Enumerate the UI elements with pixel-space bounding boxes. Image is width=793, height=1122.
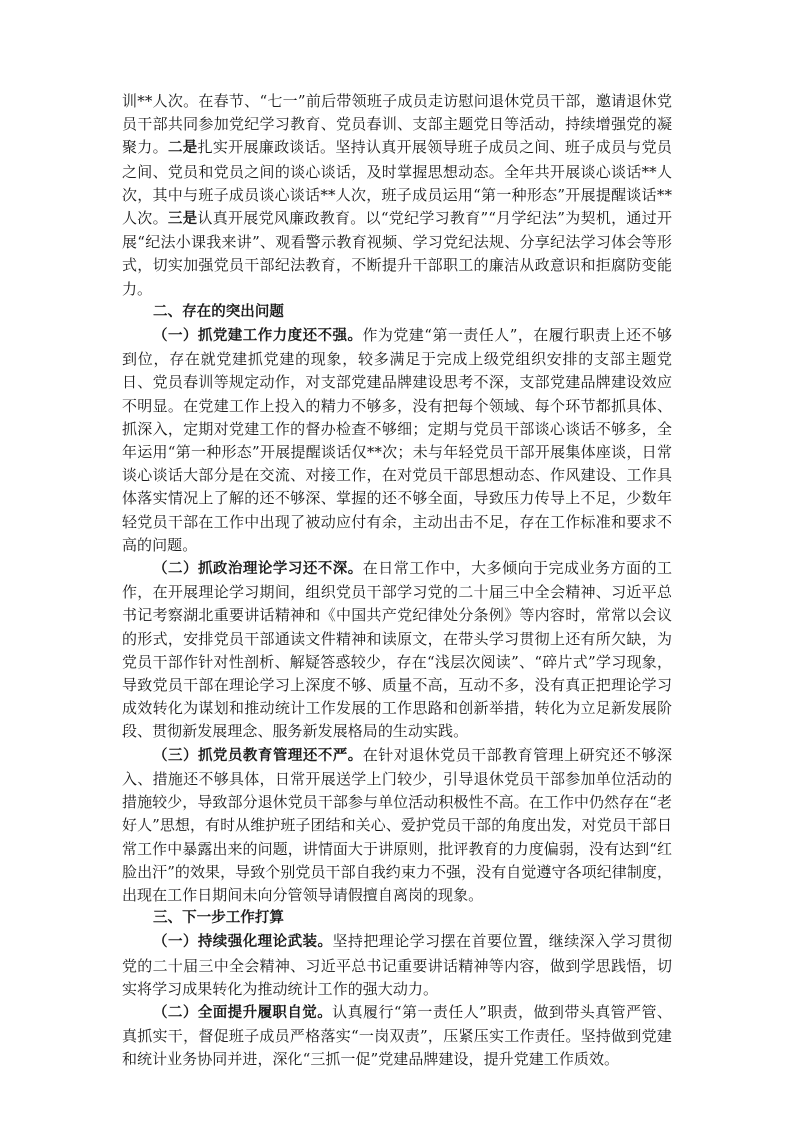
paragraph-text: 作为党建“第一责任人”，在履行职责上还不够到位，存在就党建抓党建的现象，较多满足于完成上级党组织安排的支部主题党日、党员春训等规定动作，对支部党建品牌建设思考不深，支部党建品牌建设效应不明显。在党建工作上投入的精力不够多，没有把每个领域、每个环节都抓具体、抓深入，定期对党建工作的督办检查不够细；定期与党员干部谈心谈话不够多，全年运用“第一种形态”开展提醒谈话仅**次；未与年轻党员干部开展集体座谈，日常谈心谈话大部分是在交流、对接工作，在对党员干部思想动态、作风建设、工作具体落实情况上了解的还不够深、掌握的还不够全面，导致压力传导上不足，少数年轻党员干部在工作中出现了被动应付有余，主动出击不足，存在工作标准和要求不高的问题。 bbox=[122, 326, 673, 554]
paragraph-text: 训**人次。在春节、“七一”前后带领班子成员走访慰问退休党员干部，邀请退休党员干部共同参加党纪学习教育、党员春训、支部主题党日等活动，持续增强党的凝聚力。 bbox=[122, 92, 672, 157]
paragraph-text: 认真履行“第一责任人”职责，做到带头真管严管、真抓实干，督促班子成员严格落实“一岗双责”，压紧压实工作责任。坚持做到党建和统计业务协同并进，深化“三抓一促”党建品牌建设，提升党建工作质效。 bbox=[122, 1002, 672, 1069]
paragraph-text: 扎实开展廉政谈话。坚持认真开展领导班子成员之间、班子成员与党员之间、党员和党员之间的谈心谈话，及时掌握思想动态。全年共开展谈心谈话**人次，其中与班子成员谈心谈话**人次，班子成员运用“第一种形态”开展提醒谈话**人次。 bbox=[122, 138, 672, 228]
subheading-plan-1: （一）持续强化理论武装。 bbox=[153, 934, 333, 951]
paragraph-text: 在日常工作中，大多倾向于完成业务方面的工作，在开展理论学习期间，组织党员干部学习党的二十届三中全会精神、习近平总书记考察湖北重要讲话精神和《中国共产党纪律处分条例》等内容时，常常以会议的形式，安排党员干部通读文件精神和读原文，在带头学习贯彻上还有所欠缺，为党员干部作针对性剖析、解疑答惑较少，存在“浅层次阅读”、“碎片式”学习现象，导致党员干部在理论学习上深度不够、质量不高，互动不多，没有真正把理论学习成效转化为谋划和推动统计工作发展的工作思路和创新举措，转化为立足新发展阶段、贯彻新发展理念、服务新发展格局的生动实践。 bbox=[122, 559, 672, 741]
paragraph-plan-1 bbox=[122, 930, 672, 1001]
paragraph-problem-2 bbox=[122, 557, 672, 744]
paragraph-problem-3 bbox=[122, 744, 672, 907]
paragraph-intro-continuation bbox=[122, 90, 672, 301]
subheading-problem-3: （三）抓党员教育管理还不严。 bbox=[153, 747, 363, 764]
section-heading-problems: 二、存在的突出问题 bbox=[153, 303, 284, 320]
section-heading-next-steps: 三、下一步工作打算 bbox=[153, 910, 284, 927]
document-page bbox=[122, 90, 672, 1072]
bold-lead-second: 二是 bbox=[167, 140, 198, 157]
subheading-problem-2: （二）抓政治理论学习还不深。 bbox=[153, 561, 363, 578]
paragraph-text: 认真开展党风廉政教育。以“党纪学习教育”“月学纪法”为契机，通过开展“纪法小课我来讲”、观看警示教育视频、学习党纪法规、分享纪法学习体会等形式，切实加强党员干部纪法教育，不断提升干部职工的廉洁从政意识和拒腐防变能力。 bbox=[122, 209, 673, 298]
paragraph-plan-2 bbox=[122, 1001, 672, 1072]
paragraph-text: 坚持把理论学习摆在首要位置，继续深入学习贯彻党的二十届三中全会精神、习近平总书记重要讲话精神等内容，做到学思践悟，切实将学习成果转化为推动统计工作的强大动力。 bbox=[122, 932, 672, 998]
subheading-plan-2: （二）全面提升履职自觉。 bbox=[153, 1004, 333, 1021]
paragraph-problem-1 bbox=[122, 324, 672, 557]
paragraph-text: 在针对退休党员干部教育管理上研究还不够深入、措施还不够具体，日常开展送学上门较少，引导退休党员干部参加单位活动的措施较少，导致部分退休党员干部参与单位活动积极性不高。在工作中仍然存在“老好人”思想，有时从维护班子团结和关心、爱护党员干部的角度出发，对党员干部日常工作中暴露出来的问题，讲情面大于讲原则，批评教育的力度偏弱，没有达到“红脸出汗”的效果，导致个别党员干部自我约束力不强，没有自觉遵守各项纪律制度，出现在工作日期间未向分管领导请假擅自离岗的现象。 bbox=[122, 745, 672, 904]
subheading-problem-1: （一）抓党建工作力度还不强。 bbox=[153, 328, 363, 345]
bold-lead-third: 三是 bbox=[167, 211, 198, 228]
